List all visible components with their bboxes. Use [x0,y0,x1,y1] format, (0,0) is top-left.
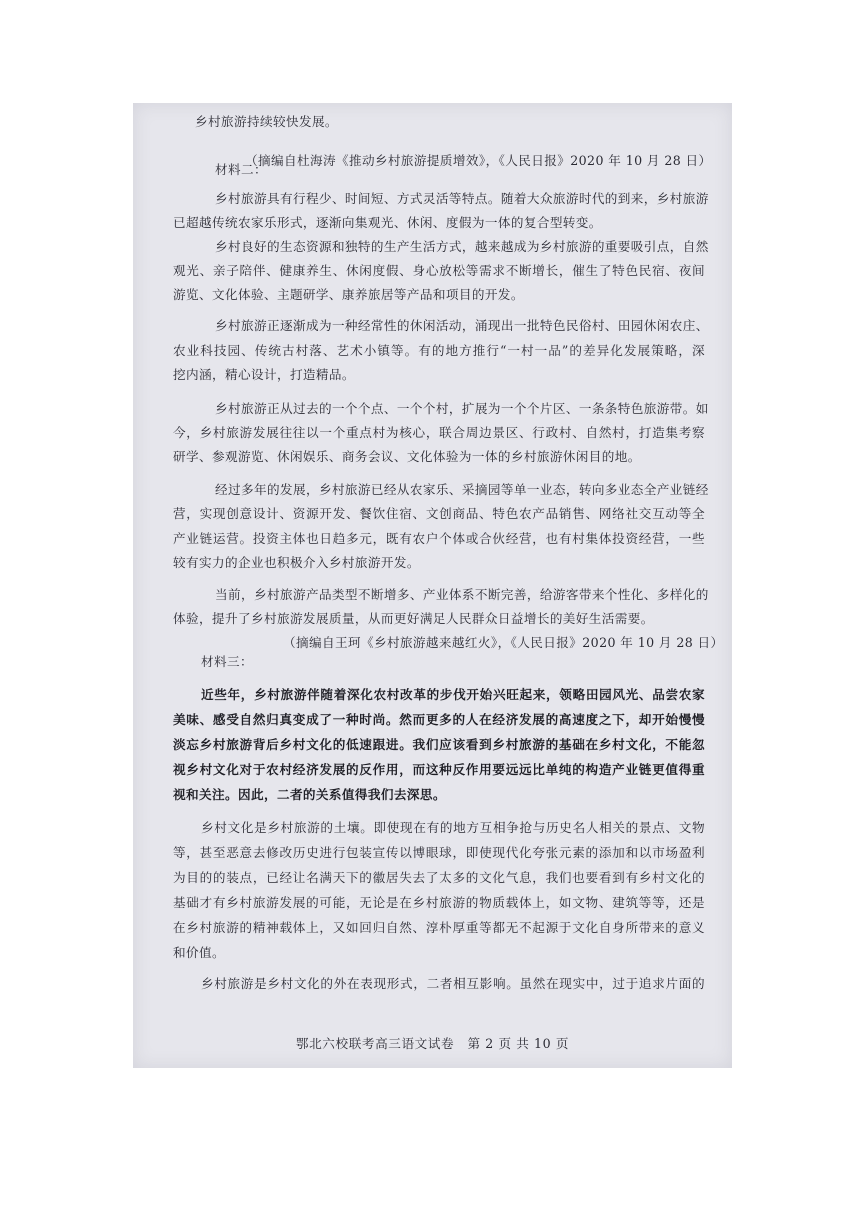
text-line: 美味、感受自然归真变成了一种时尚。然而更多的人在经济发展的高速度之下，却开始慢慢 [173,712,705,727]
text-line: 产业链运营。投资主体也日趋多元，既有农户个体或合伙经营，也有村集体投资经营，一些 [173,531,705,546]
text-line: 当前，乡村旅游产品类型不断增多、产业体系不断完善，给游客带来个性化、多样化的 [215,587,709,602]
text-line: 和价值。 [173,945,225,960]
text-line: 较有实力的企业也积极介入乡村旅游开发。 [173,555,420,570]
text-line: 乡村良好的生态资源和独特的生产生活方式，越来越成为乡村旅游的重要吸引点，自然 [215,239,709,254]
text-line: 视和关注。因此，二者的关系值得我们去深思。 [173,787,446,802]
text-line: 已超越传统农家乐形式，逐渐向集观光、休闲、度假为一体的复合型转变。 [173,215,602,230]
text-line: 体验，提升了乡村旅游发展质量，从而更好满足人民群众日益增长的美好生活需要。 [173,611,654,626]
citation-line: （摘编自杜海涛《推动乡村旅游提质增效》，《人民日报》2020 年 10 月 28 日） [245,153,712,168]
text-line: 乡村旅游具有行程少、时间短、方式灵活等特点。随着大众旅游时代的到来，乡村旅游 [215,191,709,206]
text-line: 淡忘乡村旅游背后乡村文化的低速跟进。我们应该看到乡村旅游的基础在乡村文化，不能忽 [173,737,705,752]
document-page [133,103,732,1068]
text-line: 为目的的装点，已经让名满天下的徽居失去了太多的文化气息，我们也要看到有乡村文化的 [173,870,705,885]
text-line: 挖内涵，精心设计，打造精品。 [173,367,355,382]
text-line: 农业科技园、传统古村落、艺术小镇等。有的地方推行“一村一品”的差异化发展策略，深 [173,343,705,358]
text-line: 今，乡村旅游发展往往以一个重点村为核心，联合周边景区、行政村、自然村，打造集考察 [173,425,705,440]
text-line: 视乡村文化对于农村经济发展的反作用，而这种反作用要远远比单纯的构造产业链更值得重 [173,762,705,777]
text-line: 乡村文化是乡村旅游的土壤。即使现在有的地方互相争抢与历史名人相关的景点、文物 [201,820,705,835]
text-line: 营，实现创意设计、资源开发、餐饮住宿、文创商品、特色农产品销售、网络社交互动等全 [173,506,705,521]
text-line: 乡村旅游正从过去的一个个点、一个个村，扩展为一个个片区、一条条特色旅游带。如 [215,401,709,416]
page-footer: 鄂北六校联考高三语文试卷 第 2 页 共 10 页 [295,1036,570,1051]
text-line: 等，甚至恶意去修改历史进行包装宣传以博眼球，即使现代化夸张元素的添加和以市场盈利 [173,845,705,860]
text-line: 经过多年的发展，乡村旅游已经从农家乐、采摘园等单一业态，转向多业态全产业链经 [215,482,709,497]
text-line: 乡村旅游正逐渐成为一种经常性的休闲活动，涌现出一批特色民俗村、田园休闲农庄、 [215,318,709,333]
text-line: 研学、参观游览、休闲娱乐、商务会议、文化体验为一体的乡村旅游休闲目的地。 [173,449,641,464]
text-line: 基础才有乡村旅游发展的可能，无论是在乡村旅游的物质载体上，如文物、建筑等等，还是 [173,895,705,910]
text-line: 乡村旅游是乡村文化的外在表现形式，二者相互影响。虽然在现实中，过于追求片面的 [201,976,705,991]
section-heading: 材料二： [215,162,267,177]
text-line: 乡村旅游持续较快发展。 [195,114,338,129]
text-line: 在乡村旅游的精神载体上，又如回归自然、淳朴厚重等都无不起源于文化自身所带来的意义 [173,920,705,935]
text-line: 游览、文化体验、主题研学、康养旅居等产品和项目的开发。 [173,287,524,302]
text-line: 观光、亲子陪伴、健康养生、休闲度假、身心放松等需求不断增长，催生了特色民宿、夜间 [173,263,705,278]
citation-line: （摘编自王珂《乡村旅游越来越红火》，《人民日报》2020 年 10 月 28 日） [283,635,724,650]
section-heading: 材料三： [201,654,253,669]
text-line: 近些年，乡村旅游伴随着深化农村改革的步伐开始兴旺起来，领略田园风光、品尝农家 [201,687,705,702]
